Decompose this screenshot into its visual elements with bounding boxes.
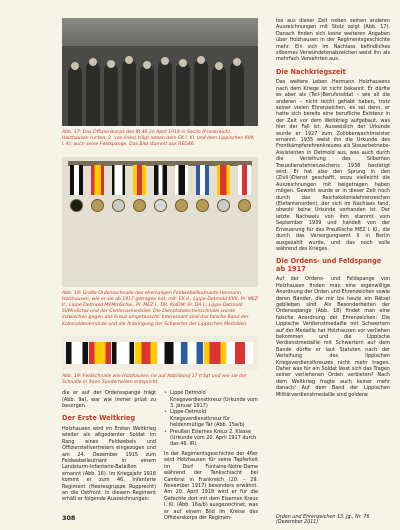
list-item: • Preußen Eisernes Kreuz 2. Klasse (Urkunde vom 20. April 1917 durch das 46. IR).: [164, 429, 258, 448]
figure-19-caption: Abb. 19: Feldschnalle wie Holzhausen sie auf Abbildung 17 trägt und wie sie der Schnalle in ihren Sonderheiten entspricht.: [62, 373, 247, 386]
weltkrieg-paragraph: Holzhausen wird im Ersten Weltkrieg wieder als altgedienter Soldat im Rang eines Feldwebels und Offizierstellvertreters eingezogen und am 24. Dezember 1915 zum Feldwebelleutnant in einem Landsturm-Infanterie-Bataillon ernannt (Abb. 16). Im Kriegsjahr 1918 kommt er zum 46. Infanterie Regiment (Heeresgruppe Rupprecht) an die Ostfront. In diesem Regiment erhält er folgende Auszeichnungen:: [62, 425, 156, 503]
right-paragraph-3: Auf der Ordens- und Feldspange von Holzhausen finden man eine eigenwillige Anordnung der Orden und Ehrenzeichen sowie deren Bänder, die mir bis heute ein Rätsel geblieben sind. Als Besonderheiten der Ordensspange (Abb. 18) findet man eine falsche Anordnung der Ehrenzeichen: Die Lippische Verdienstmedaille mit Schwertern auf der Medaille hat Holzhausen vor verliehen bekommen und die Lippische Verdienstmedaille mit Schwertern auf dem Bande dürfte er laut Statuten nach der Verleihung des lippischen Kriegsverdienstkreuzes nicht mehr tragen. Daher was für ein Soldat lässt sich das Tragen seiner verliehenen Orden verbieten? Nach dem Weltkrieg fragte auch keiner mehr danach! Auf dem Band der Lippischen Militärverdienstmedaille sind goldene: [276, 276, 390, 398]
right-paragraph-1: tes aus dieser Zeit neben seinen anderen Auszeichnungen mit Stolz zeigt (Abb. 17). Danach finden sich keine weiteren Angaben über Holzhausen in der Regimentsgeschichte mehr. Ein sich im Nachlass befindliches silbernes Verwundetenabzeichen weist ihn als mehrfach Versehrten aus.: [276, 18, 390, 63]
regiment-history-paragraph: In der Regimentsgeschichte der 46er wird Holzhausen für seine Tapferkeit im Dorf Fontaine-Notre-Dame während der Tankschlacht bei Cambrai in Frankreich (20. – 29. November 1917) besonders erwähnt. Am 20. April 1918 wird er für die Gefechte dort mit dem Eisernen Kreuz I. Kl. (Abb. 16a/b) ausgezeichnet, was er auf einem Bild im Kreise des Offizierskorps der Regimen-: [164, 450, 258, 521]
figure-18-caption: Abb. 18: Große Ordensschnalle des ehemaligen Feldwebelleutnants Hermann Holzhausen, wie er sie ab 1917 getragen hat, mit: EK II., Lippe-Detmold KVK; Pr. MEZ II., Lippe-Detmold MVMmSchw., Pr. MEZ I., DR. KolDM; Pr. DA I.; Lippe-Detmold SVMmSchw und der Centenarmedaille. Die Dienstabzeichenschnalle wurde inzwischen gegen das Kreuz umgetauscht. Interessant sind das falsche Band der Kolonialdenkmünze und die Anbringung der Schwerter der Lippischen Medaillen.: [62, 290, 258, 327]
list-item: • Lippe-Detmold Kriegsverdienstkreuz für heldenmütige Tat (Abb. 15a/b): [164, 409, 258, 428]
left-column: [62, 18, 258, 521]
page-number: 308: [62, 514, 76, 522]
list-item: • Lippe Detmold Kriegsverdienstkreuz (Urkunde vom 3. Januar 1917): [164, 390, 258, 409]
section-heading-ordensspange: Die Ordens- und Feldspange ab 1917: [276, 257, 382, 273]
intro-text: die er auf der Ordensspange trägt (Abb. 9a), war wie immer prüst zu besorgen.: [62, 390, 156, 410]
right-paragraph-2: Das weitere Leben Hermann Holzhausens nach dem Kriege ist nicht bekannt. Er dürfte es aber als (Teil-)Berufssoldat – wie all die anderen – nicht leicht gehabt haben, trotz seiner vielen Ehrenzeichen, es sei denn, er hatte sich bereits eine berufliche Existenz in der Zeit vor dem Weltkrieg aufgebaut, was hier der Fall ist: Ausweislich der Urkunde wurde er 1927 zum Zolloberwachtmeister ernannt. 1935 weist ihn die Urkunde des Frontkämpferehrenkreuzes als Steuerbetriebs-Assistenten in Detmold aus, was auch durch die Verleihung des Silbernen Treuedienstehrenzeichens 1938 bestätigt wird. Er hat also den Sprung in den (Zivil-)Dienst geschafft, wozu vielleicht die Auszeichnungen mit beigetragen haben mögen. Gewirkt wurde er in dieser Zeit noch durch das Reichskolonialehrenzeichen (Elefantenorden), der sich im Nachlass fand, obwohl keine Urkunde vorhanden ist. Der letzte Nachweis von ihm stammt vom September 1939 und handelt von der Erneuerung für das Preußische MEZ I. Kl., die durch das Versorgungsamt II in Berlin ausgezahlt wurde, und das noch volle während des Krieges.: [276, 79, 390, 252]
right-column: [276, 18, 390, 398]
figure-17-caption: Abb. 17: Das Offizierskorps des IR 46 im April 1918 in Seclin (Frankreich). Holzhausen (unten, 2. von links) trägt neben dem EK I. Kl. und dem Lippischen KVK I. Kl. auch seine Feldspange. Das Bild stammt aus REG46.: [62, 130, 254, 148]
award-list: [164, 390, 258, 448]
journal-source: Orden und Ehrenzeichen 13. Jg., Nr. 76 (Dezember 2011): [276, 515, 370, 525]
section-heading-nachkriegszeit: Die Nachkriegszeit: [276, 67, 346, 76]
medal-bar-image: [62, 157, 258, 287]
field-ribbon-bar-image: [62, 336, 258, 370]
officer-group-photo: [62, 18, 258, 126]
left-body-text: [62, 390, 258, 521]
section-heading-weltkrieg: Der Erste Weltkrieg: [62, 414, 136, 423]
